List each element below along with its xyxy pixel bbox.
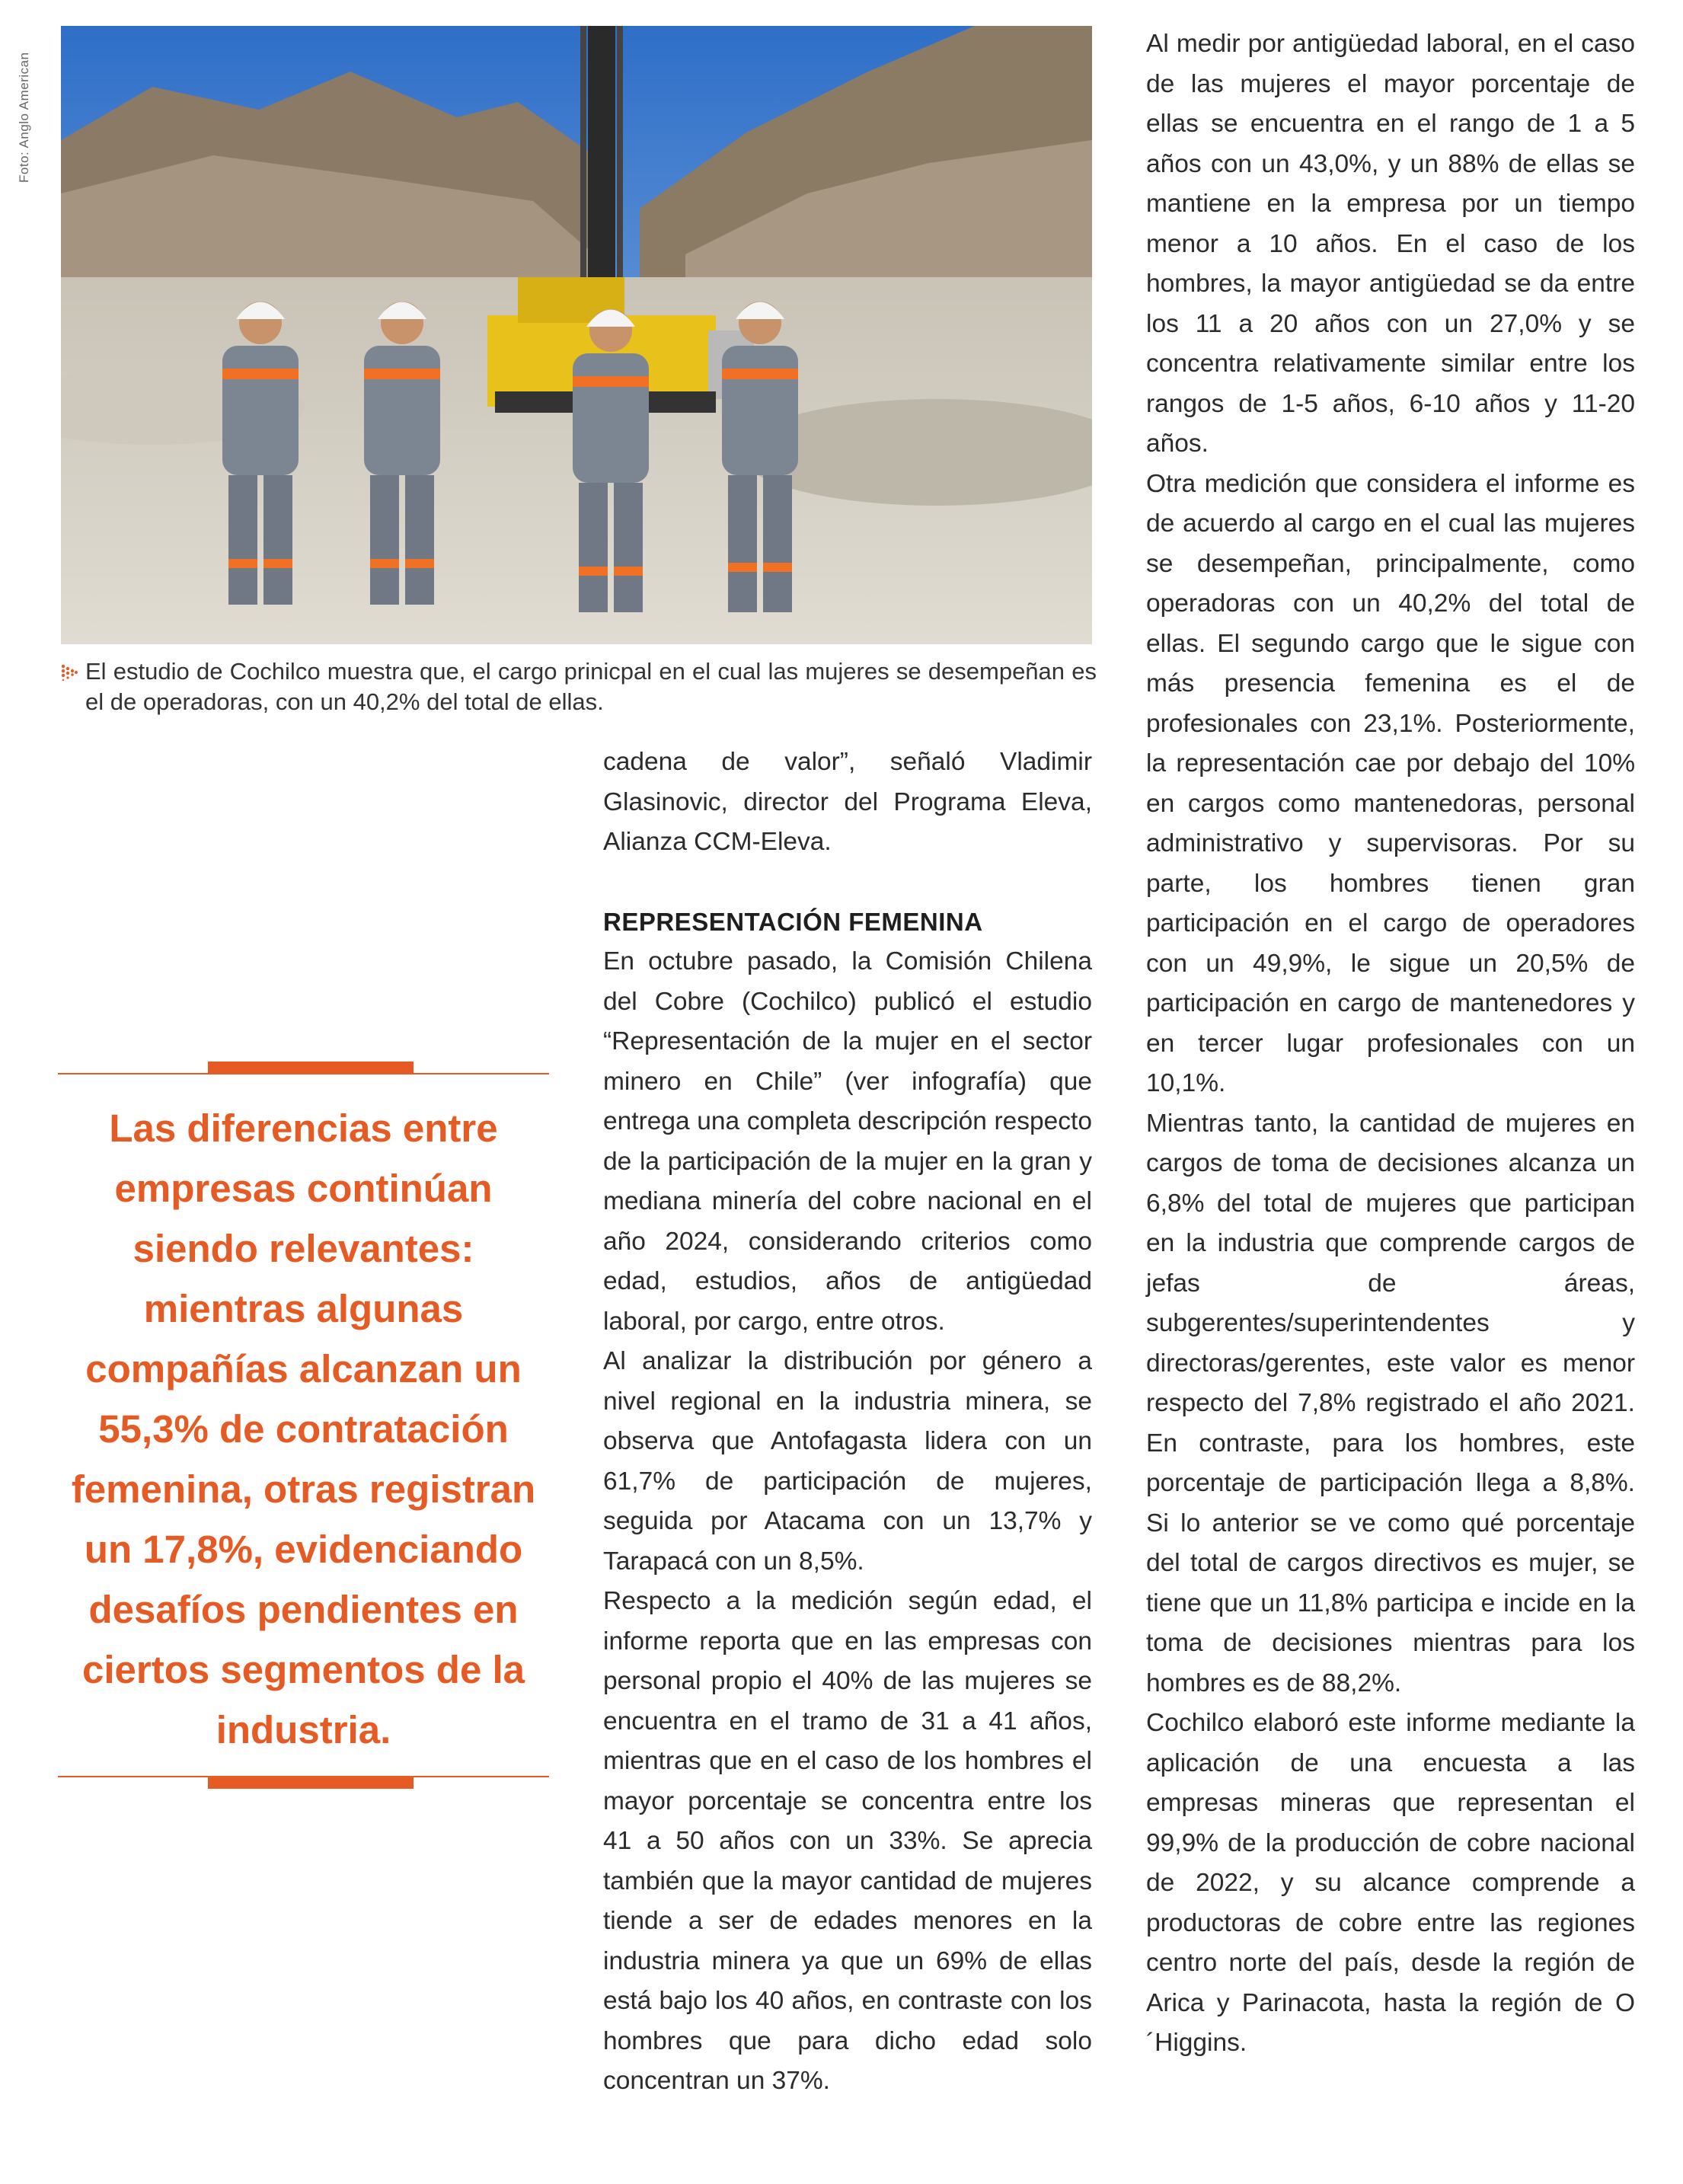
pull-quote [58, 1062, 549, 1797]
middle-column [603, 742, 1092, 2102]
miners-photo-illustration [61, 26, 1092, 644]
pull-quote-bottom-bar [208, 1777, 414, 1789]
caption-arrow-icon [61, 664, 78, 681]
body-paragraph: Al analizar la distribución por género a nivel regional en la industria minera, se observa que Antofagasta lidera con un 61,7% de participación de mujeres, seguida por Atacama con un 13,7% y Tarapacá con un 8,5%. [603, 1347, 1092, 1576]
article-photo [61, 26, 1092, 644]
caption-text: El estudio de Cochilco muestra que, el cargo prinicpal en el cual las mujeres se desempeñan es el de operadoras, con un 40,2% del total de ellas. [85, 658, 1097, 715]
intro-paragraph: cadena de valor”, señaló Vladimir Glasinovic, director del Programa Eleva, Alianza CCM-Eleva. [603, 748, 1092, 856]
photo-caption [61, 656, 1097, 717]
body-paragraph: Mientras tanto, la cantidad de mujeres en cargos de toma de decisiones alcanza un 6,8% del total de mujeres que participan en la industria que comprende cargos de jefas de áreas, subgerentes/superintendentes y directoras/gerentes, este valor es menor respecto del 7,8% registrado el año 2021. En contraste, para los hombres, este porcentaje de participación llega a 8,8%. Si lo anterior se ve como qué porcentaje del total de cargos directivos es mujer, se tiene que un 11,8% participa e incide en la toma de decisiones mientras para los hombres es de 88,2%. [1146, 1109, 1635, 1697]
photo-credit: Foto: Anglo American [17, 52, 31, 183]
right-column [1146, 24, 1635, 2064]
body-paragraph: Cochilco elaboró este informe mediante la aplicación de una encuesta a las empresas mineras que representan el 99,9% de la producción de cobre nacional de 2022, y su alcance comprende a productoras de cobre entre las regiones centro norte del país, desde la región de Arica y Parinacota, hasta la región de O´Higgins. [1146, 1709, 1635, 2057]
body-paragraph: Respecto a la medición según edad, el informe reporta que en las empresas con personal propio el 40% de las mujeres se encuentra en el tramo de 31 a 41 años, mientras que en el caso de los hombres el mayor porcentaje se concentra entre los 41 a 50 años con un 33%. Se aprecia también que la mayor cantidad de mujeres tiende a ser de edades menores en la industria minera ya que un 69% de ellas está bajo los 40 años, en contraste con los hombres que para dicho edad solo concentran un 37%. [603, 1587, 1092, 2095]
body-paragraph: Al medir por antigüedad laboral, en el caso de las mujeres el mayor porcentaje de ellas se encuentra en el rango de 1 a 5 años con un 43,0%, y un 88% de ellas se mantiene en la empresa por un tiempo menor a 10 años. En el caso de los hombres, la mayor antigüedad se da entre los 11 a 20 años con un 27,0% y se concentra relativamente similar entre los rangos de 1-5 años, 6-10 años y 11-20 años. [1146, 30, 1635, 458]
body-paragraph: En octubre pasado, la Comisión Chilena del Cobre (Cochilco) publicó el estudio “Representación de la mujer en el sector minero en Chile” (ver infografía) que entrega una completa descripción respecto de la participación de la mujer en la gran y mediana minería del cobre nacional en el año 2024, considerando criterios como edad, estudios, años de antigüedad laboral, por cargo, entre otros. [603, 947, 1092, 1336]
section-heading: REPRESENTACIÓN FEMENINA [603, 907, 983, 936]
pull-quote-text: Las diferencias entre empresas continúan siendo relevantes: mientras algunas compañías alcanzan un 55,3% de contratación femenina, otras registran un 17,8%, evidenciando desafíos pendientes en ciertos segmentos de la industria. [71, 1106, 536, 1751]
pull-quote-top-rule [58, 1073, 549, 1074]
body-paragraph: Otra medición que considera el informe es de acuerdo al cargo en el cual las mujeres se desempeñan, principalmente, como operadoras con un 40,2% del total de ellas. El segundo cargo que le sigue con más presencia femenina es el de profesionales con 23,1%. Posteriormente, la representación cae por debajo del 10% en cargos como mantenedoras, personal administrativo y supervisoras. Por su parte, los hombres tienen gran participación en el cargo de operadores con un 49,9%, le sigue un 20,5% de participación en cargo de mantenedores y en tercer lugar profesionales con un 10,1%. [1146, 469, 1635, 1097]
pull-quote-top-bar [208, 1062, 414, 1074]
